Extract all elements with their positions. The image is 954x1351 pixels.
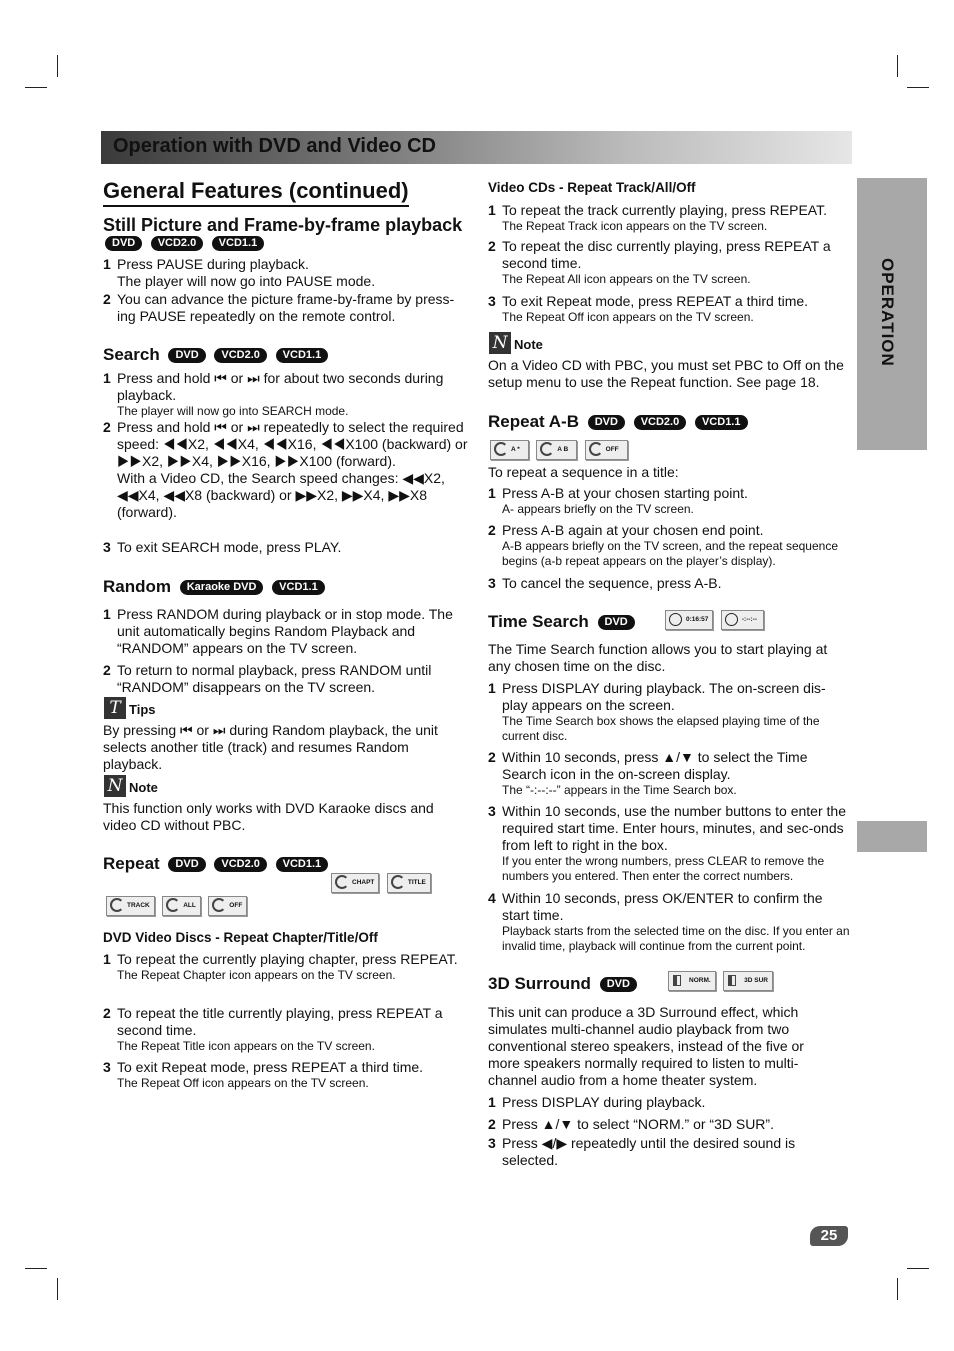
search-heading	[103, 345, 328, 365]
note-label: Note	[129, 780, 158, 795]
clock-icon: -:--:--	[721, 610, 764, 630]
time-search-intro: The Time Search function allows you to start playing at any chosen time on the disc.	[488, 641, 828, 674]
step-number: 1	[103, 256, 111, 272]
badge-dvd: DVD	[168, 857, 205, 872]
step-text: Press and hold ⏮ or ⏭ for about two seconds during playback.	[117, 370, 444, 403]
step-number: 1	[103, 951, 111, 967]
note-icon: N	[489, 332, 511, 354]
step-note: The Repeat Chapter icon appears on the TV screen.	[117, 968, 396, 982]
random-heading-text: Random	[103, 577, 171, 596]
crop-mark	[25, 1268, 47, 1269]
random-step-1	[103, 606, 468, 657]
step-note: The Repeat All icon appears on the TV screen.	[502, 272, 751, 286]
random-tips-label	[104, 697, 156, 719]
step-number: 2	[488, 238, 496, 254]
repeat-ab-step-1	[488, 485, 850, 517]
random-heading	[103, 577, 325, 597]
section-tab-label: OPERATION	[878, 258, 897, 367]
badge-vcd11: VCD1.1	[695, 415, 748, 430]
repeat-ab-step-2	[488, 522, 850, 569]
clock-icon: 0:16:57	[665, 610, 713, 630]
random-tips-text: By pressing ⏮ or ⏭ during Random playback, the unit selects another title (track) and resumes Random playback.	[103, 722, 438, 772]
repeat-ab-step-3	[488, 575, 850, 592]
step-number: 1	[488, 680, 496, 696]
badge-vcd11: VCD1.1	[276, 857, 329, 872]
still-step-1	[103, 256, 468, 290]
repeat-off-icon: OFF	[208, 896, 247, 916]
still-badges	[101, 235, 264, 253]
vcd-repeat-step-1	[488, 202, 850, 234]
step-note: A- appears briefly on the TV screen.	[502, 502, 694, 516]
badge-dvd: DVD	[105, 236, 142, 251]
vcd-repeat-step-3	[488, 293, 850, 325]
step-number: 1	[488, 1094, 496, 1110]
badge-karaoke-dvd: Karaoke DVD	[180, 580, 264, 595]
badge-dvd: DVD	[598, 615, 635, 630]
step-number: 3	[488, 1135, 496, 1151]
repeat-all-icon: ALL	[162, 896, 201, 916]
crop-mark	[907, 1268, 929, 1269]
note-label: Note	[514, 337, 543, 352]
step-note: The Repeat Title icon appears on the TV screen.	[117, 1039, 375, 1053]
time-search-step-4	[488, 890, 850, 954]
badge-vcd11: VCD1.1	[276, 348, 329, 363]
random-note-text: This function only works with DVD Karaoke discs and video CD without PBC.	[103, 800, 434, 833]
step-text: Within 10 seconds, press ▲/▼ to select the Time Search icon in the on-screen display.	[502, 749, 808, 782]
badge-dvd: DVD	[600, 977, 637, 992]
step-text: Press DISPLAY during playback. The on-screen dis-play appears on the screen.	[502, 680, 826, 713]
step-note: The “-:--:--” appears in the Time Search box.	[502, 783, 737, 797]
repeat-ab-icon: A B	[536, 440, 577, 460]
step-text: To exit Repeat mode, press REPEAT a third time.	[502, 293, 809, 309]
step-number: 2	[488, 1116, 496, 1132]
step-note: The Repeat Track icon appears on the TV screen.	[502, 219, 768, 233]
step-number: 3	[488, 575, 496, 591]
step-text: Press and hold ⏮ or ⏭ repeatedly to select the required speed: ◀◀X2, ◀◀X4, ◀◀X16, ◀◀X100 (backward) or ▶▶X2, ▶▶X4, ▶▶X16, ▶▶X100 (forward).	[117, 419, 468, 469]
step-text: To exit SEARCH mode, press PLAY.	[117, 539, 342, 555]
surround-step-2	[488, 1116, 850, 1133]
page-number: 25	[810, 1226, 848, 1246]
badge-dvd: DVD	[588, 415, 625, 430]
repeat-ab-heading-text: Repeat A-B	[488, 412, 579, 431]
search-step-2	[103, 419, 468, 521]
step-note: Playback starts from the selected time on the disc. If you enter an invalid time, playback will continue from the current point.	[502, 924, 850, 953]
tips-label: Tips	[129, 702, 156, 717]
step-text: Press A-B again at your chosen end point.	[502, 522, 764, 538]
surround-heading	[488, 974, 637, 994]
badge-vcd11: VCD1.1	[212, 236, 265, 251]
time-search-step-1	[488, 680, 850, 744]
speaker-icon: 3D SUR	[723, 971, 773, 991]
step-text: Press RANDOM during playback or in stop mode. The unit automatically begins Random Playback and “RANDOM” appears on the TV screen.	[117, 606, 453, 656]
step-number: 2	[103, 662, 111, 678]
step-text: To cancel the sequence, press A-B.	[502, 575, 722, 591]
section-tab	[857, 178, 927, 450]
step-text: You can advance the picture frame-by-frame by press-ing PAUSE repeatedly on the remote control.	[117, 291, 455, 324]
step-number: 1	[103, 370, 111, 386]
still-heading-text: Still Picture and Frame-by-frame playback	[103, 215, 463, 235]
step-number: 3	[488, 803, 496, 819]
badge-vcd11: VCD1.1	[272, 580, 325, 595]
main-title: General Features (continued)	[103, 178, 409, 207]
vcd-repeat-heading: Video CDs - Repeat Track/All/Off	[488, 180, 696, 195]
step-number: 2	[488, 522, 496, 538]
repeat-step-3	[103, 1059, 468, 1091]
step-number: 1	[488, 485, 496, 501]
vcd-note-text: On a Video CD with PBC, you must set PBC to Off on the setup menu to use the Repeat function. See page 18.	[488, 357, 844, 390]
step-number: 4	[488, 890, 496, 906]
still-heading	[103, 215, 462, 236]
time-search-step-2	[488, 749, 850, 798]
vcd-repeat-step-2	[488, 238, 850, 287]
surround-step-3	[488, 1135, 828, 1169]
crop-mark	[907, 87, 929, 88]
step-note: The player will now go into SEARCH mode.	[117, 404, 349, 418]
step-note: The Repeat Off icon appears on the TV screen.	[502, 310, 754, 324]
step-text: Press ▲/▼ to select “NORM.” or “3D SUR”.	[502, 1116, 774, 1132]
random-note-label	[104, 775, 158, 797]
repeat-a-icon: A *	[490, 440, 529, 460]
still-step-2	[103, 291, 468, 325]
step-text: To repeat the track currently playing, press REPEAT.	[502, 202, 827, 218]
repeat-ab-intro: To repeat a sequence in a title:	[488, 464, 679, 480]
time-search-heading	[488, 612, 635, 632]
step-text: The player will now go into PAUSE mode.	[117, 273, 376, 289]
section-tab-marker	[857, 821, 927, 852]
step-note: If you enter the wrong numbers, press CLEAR to remove the numbers you entered. Then enter the correct numbers.	[502, 854, 825, 883]
step-text: To repeat the disc currently playing, press REPEAT a second time.	[502, 238, 831, 271]
step-number: 2	[488, 749, 496, 765]
step-text: To return to normal playback, press RANDOM until “RANDOM” disappears on the TV screen.	[117, 662, 432, 695]
badge-dvd: DVD	[168, 348, 205, 363]
time-search-heading-text: Time Search	[488, 612, 589, 631]
repeat-dvd-heading: DVD Video Discs - Repeat Chapter/Title/Off	[103, 930, 378, 945]
banner-title: Operation with DVD and Video CD	[113, 135, 436, 157]
repeat-icons-top	[331, 873, 434, 893]
surround-heading-text: 3D Surround	[488, 974, 591, 993]
step-text: Within 10 seconds, press OK/ENTER to confirm the start time.	[502, 890, 823, 923]
step-note: A-B appears briefly on the TV screen, and the repeat sequence begins (a-b repeat appears on the player’s display).	[502, 539, 838, 568]
step-number: 3	[488, 293, 496, 309]
step-text: Press A-B at your chosen starting point.	[502, 485, 748, 501]
step-number: 3	[103, 1059, 111, 1075]
chapter-banner	[101, 131, 852, 164]
repeat-ab-heading	[488, 412, 748, 432]
crop-mark	[897, 55, 898, 77]
step-number: 3	[103, 539, 111, 555]
repeat-track-icon: TRACK	[106, 896, 155, 916]
step-text: To repeat the currently playing chapter, press REPEAT.	[117, 951, 458, 967]
crop-mark	[57, 1278, 58, 1300]
repeat-ab-icons	[490, 440, 631, 460]
step-number: 1	[488, 202, 496, 218]
step-text: Press PAUSE during playback.	[117, 256, 309, 272]
repeat-title-icon: TITLE	[387, 873, 431, 893]
time-search-icons	[665, 610, 767, 630]
surround-step-1	[488, 1094, 850, 1111]
search-heading-text: Search	[103, 345, 160, 364]
badge-vcd20: VCD2.0	[634, 415, 687, 430]
surround-intro: This unit can produce a 3D Surround effect, which simulates multi-channel audio playback from two conventional stereo speakers, instead of the five or more speakers normally required to listen to multi-channel audio from a home theater system.	[488, 1004, 804, 1088]
crop-mark	[25, 87, 47, 88]
badge-vcd20: VCD2.0	[151, 236, 204, 251]
step-number: 2	[103, 419, 111, 435]
search-step-3	[103, 539, 468, 556]
step-number: 1	[103, 606, 111, 622]
crop-mark	[897, 1278, 898, 1300]
step-number: 2	[103, 1005, 111, 1021]
repeat-icons-bottom	[106, 896, 250, 916]
step-number: 2	[103, 291, 111, 307]
speaker-icon: NORM.	[668, 971, 716, 991]
step-text: Press ◀/▶ repeatedly until the desired sound is selected.	[502, 1135, 796, 1168]
time-search-step-3	[488, 803, 850, 884]
repeat-heading-text: Repeat	[103, 854, 160, 873]
note-icon: N	[104, 775, 126, 797]
step-text: To repeat the title currently playing, press REPEAT a second time.	[117, 1005, 443, 1038]
step-note: The Repeat Off icon appears on the TV screen.	[117, 1076, 369, 1090]
search-step-1	[103, 370, 468, 419]
badge-vcd20: VCD2.0	[214, 857, 267, 872]
crop-mark	[57, 55, 58, 77]
repeat-step-2	[103, 1005, 468, 1054]
step-text: With a Video CD, the Search speed changes: ◀◀X2, ◀◀X4, ◀◀X8 (backward) or ▶▶X2, ▶▶X4, ▶▶X8 (forward).	[117, 470, 445, 520]
random-step-2	[103, 662, 468, 696]
step-text: Within 10 seconds, use the number buttons to enter the required start time. Enter hours, minutes, and sec-onds from left to right in the box.	[502, 803, 846, 853]
tips-icon: T	[104, 697, 126, 719]
step-text: Press DISPLAY during playback.	[502, 1094, 706, 1110]
badge-vcd20: VCD2.0	[214, 348, 267, 363]
surround-icons	[668, 971, 776, 991]
step-text: To exit Repeat mode, press REPEAT a third time.	[117, 1059, 424, 1075]
repeat-step-1	[103, 951, 468, 983]
step-note: The Time Search box shows the elapsed playing time of the current disc.	[502, 714, 820, 743]
repeat-chapter-icon: CHAPT	[331, 873, 379, 893]
repeat-heading	[103, 854, 328, 874]
vcd-note-label	[489, 332, 543, 354]
repeat-ab-off-icon: OFF	[585, 440, 628, 460]
